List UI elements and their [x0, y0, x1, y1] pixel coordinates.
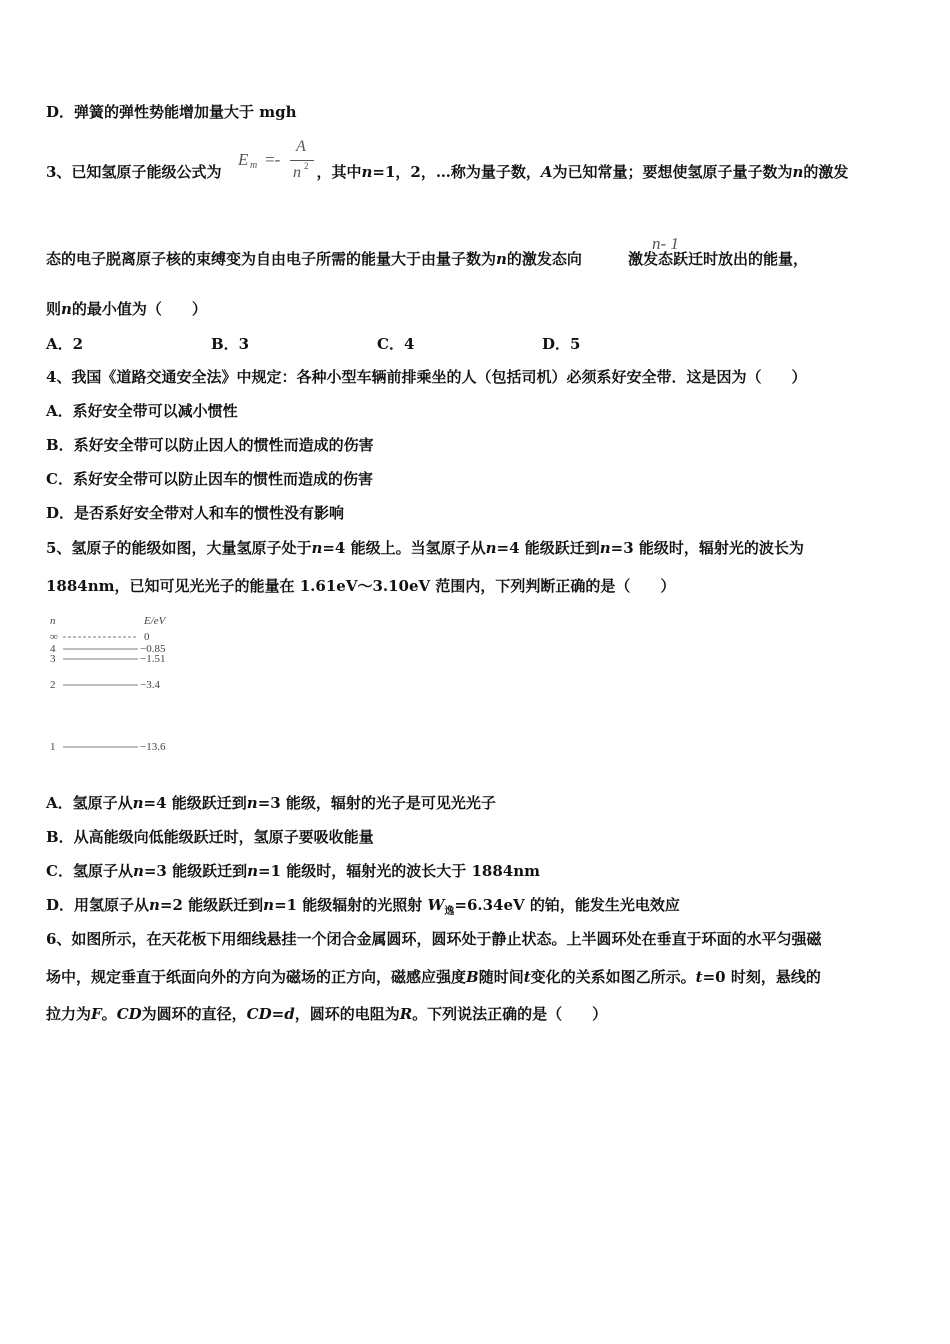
level-n-2: 2 [50, 679, 56, 691]
q5-option-c[interactable]: C．氢原子从n=3 能级跃迁到n=1 能级时，辐射光的波长大于 1884nm [46, 862, 540, 880]
q5-option-a[interactable]: A．氢原子从n=4 能级跃迁到n=3 能级，辐射的光子是可见光光子 [46, 794, 496, 812]
q4-option-b[interactable]: B．系好安全带可以防止因人的惯性而造成的伤害 [46, 436, 374, 454]
q4-option-c[interactable]: C．系好安全带可以防止因车的惯性而造成的伤害 [46, 470, 373, 488]
q4-option-d[interactable]: D．是否系好安全带对人和车的惯性没有影响 [46, 504, 345, 522]
q3-option-b[interactable]: B．3 [211, 335, 250, 353]
q3-option-d[interactable]: D．5 [542, 335, 581, 353]
q5-stem-line1: 5、氢原子的能级如图，大量氢原子处于n=4 能级上。当氢原子从n=4 能级跃迁到n=3 能级时，辐射光的波长为 [46, 539, 804, 557]
level-e-2: −3.4 [140, 679, 160, 691]
q3-stem-line2: 态的电子脱离原子核的束缚变为自由电子所需的能量大于由量子数为n的激发态向 激发态跃迁时放出的能量， [46, 250, 808, 268]
q6-stem-line1: 6、如图所示，在天花板下用细线悬挂一个闭合金属圆环，圆环处于静止状态。上半圆环处在垂直于环面的水平匀强磁 [46, 930, 822, 948]
q6-stem-line3: 拉力为F。CD为圆环的直径，CD=d，圆环的电阻为R。下列说法正确的是（ ） [46, 1005, 608, 1023]
n-minus-1-expr: n- 1 [652, 234, 679, 253]
level-e-3: −1.51 [140, 653, 166, 665]
level-e-4: −0.85 [140, 643, 166, 655]
level-n-inf: ∞ [50, 631, 58, 643]
level-n-1: 1 [50, 741, 56, 753]
q3-stem-line3: 则n的最小值为（ ） [46, 300, 207, 318]
q3-stem-line1: 3、已知氢原子能级公式为 ，其中n=1，2，…称为量子数，A为已知常量；要想使氢原子量子数为n的激发 [46, 163, 849, 181]
q5-option-b[interactable]: B．从高能级向低能级跃迁时，氢原子要吸收能量 [46, 828, 374, 846]
level-e-inf: 0 [144, 631, 150, 643]
energy-level-diagram [46, 612, 186, 758]
level-e-1: −13.6 [140, 741, 166, 753]
diagram-n-header: n [50, 615, 56, 627]
q4-stem: 4、我国《道路交通安全法》中规定：各种小型车辆前排乘坐的人（包括司机）必须系好安全带．这是因为（ ） [46, 368, 807, 386]
prev-option-d: D．弹簧的弹性势能增加量大于 mgh [46, 103, 297, 121]
level-n-3: 3 [50, 653, 56, 665]
q6-stem-line2: 场中，规定垂直于纸面向外的方向为磁场的正方向，磁感应强度B随时间t变化的关系如图乙所示。t=0 时刻，悬线的 [46, 968, 821, 986]
diagram-e-header: E/eV [144, 615, 166, 627]
level-n-4: 4 [50, 643, 56, 655]
q3-option-a[interactable]: A．2 [46, 335, 84, 353]
q5-option-d[interactable]: D．用氢原子从n=2 能级跃迁到n=1 能级辐射的光照射 $W_逸=6.34eV$ 的铂，能发生光电效应 [46, 896, 680, 917]
q4-option-a[interactable]: A．系好安全带可以减小惯性 [46, 402, 238, 420]
q5-stem-line2: 1884nm，已知可见光光子的能量在 1.61eV～3.10eV 范围内，下列判断正确的是（ ） [46, 577, 676, 595]
energy-level-formula: E m =- A n 2 [238, 138, 328, 186]
q3-option-c[interactable]: C．4 [377, 335, 415, 353]
